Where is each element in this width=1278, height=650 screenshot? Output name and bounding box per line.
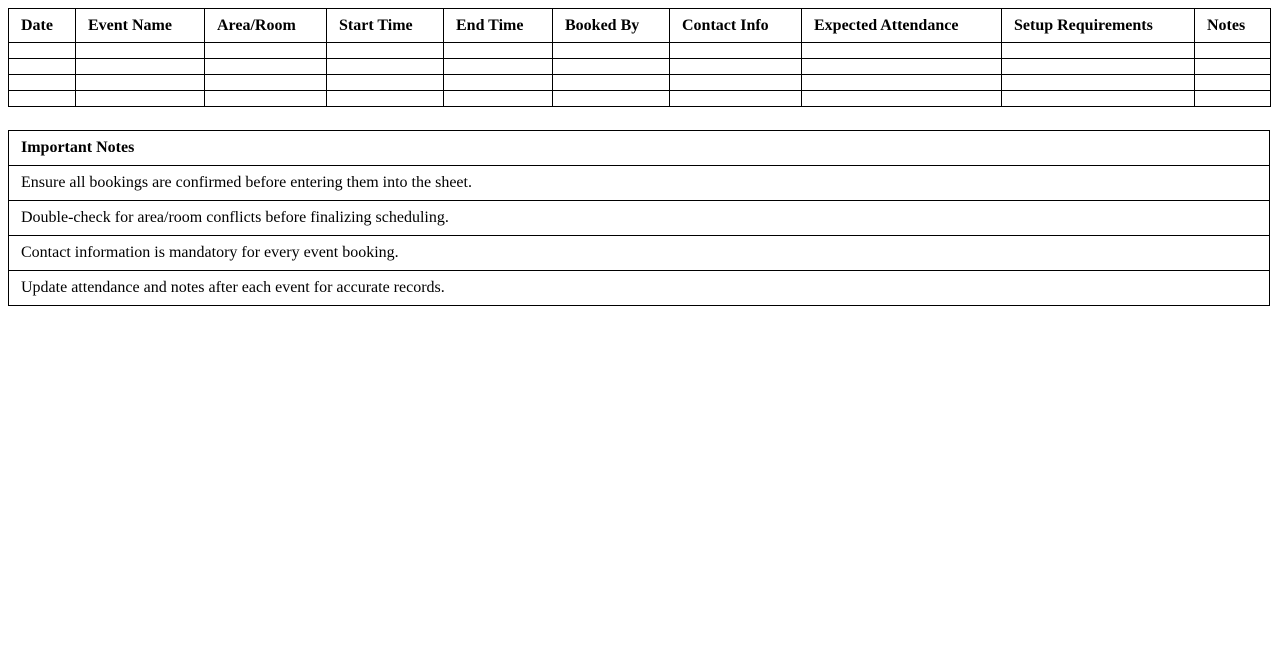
column-header-end-time: End Time: [444, 9, 553, 43]
table-cell[interactable]: [9, 91, 76, 107]
notes-title: Important Notes: [9, 131, 1270, 166]
table-cell[interactable]: [670, 75, 802, 91]
note-row: [9, 236, 1270, 271]
table-cell[interactable]: [327, 75, 444, 91]
column-header-contact-info: Contact Info: [670, 9, 802, 43]
table-cell[interactable]: [670, 91, 802, 107]
note-item: Update attendance and notes after each event for accurate records.: [9, 271, 1270, 306]
table-cell[interactable]: [1195, 91, 1271, 107]
notes-title-row: [9, 131, 1270, 166]
table-cell[interactable]: [802, 43, 1002, 59]
table-cell[interactable]: [802, 59, 1002, 75]
table-row: [9, 75, 1271, 91]
column-header-setup-requirements: Setup Requirements: [1002, 9, 1195, 43]
table-cell[interactable]: [76, 91, 205, 107]
table-cell[interactable]: [327, 91, 444, 107]
table-cell[interactable]: [76, 75, 205, 91]
table-cell[interactable]: [1002, 43, 1195, 59]
column-header-expected-attendance: Expected Attendance: [802, 9, 1002, 43]
table-row: [9, 59, 1271, 75]
table-cell[interactable]: [553, 91, 670, 107]
table-header-row: [9, 9, 1271, 43]
table-cell[interactable]: [1002, 59, 1195, 75]
table-cell[interactable]: [76, 43, 205, 59]
table-cell[interactable]: [327, 43, 444, 59]
table-cell[interactable]: [205, 91, 327, 107]
column-header-date: Date: [9, 9, 76, 43]
table-cell[interactable]: [444, 91, 553, 107]
note-row: [9, 271, 1270, 306]
table-cell[interactable]: [9, 59, 76, 75]
table-cell[interactable]: [205, 59, 327, 75]
note-item: Ensure all bookings are confirmed before entering them into the sheet.: [9, 166, 1270, 201]
table-row: [9, 91, 1271, 107]
table-cell[interactable]: [1195, 59, 1271, 75]
note-item: Double-check for area/room conflicts before finalizing scheduling.: [9, 201, 1270, 236]
table-cell[interactable]: [444, 59, 553, 75]
note-row: [9, 201, 1270, 236]
table-cell[interactable]: [553, 43, 670, 59]
important-notes-table: [8, 130, 1270, 306]
note-item: Contact information is mandatory for every event booking.: [9, 236, 1270, 271]
table-cell[interactable]: [670, 43, 802, 59]
table-cell[interactable]: [444, 75, 553, 91]
table-cell[interactable]: [553, 75, 670, 91]
table-cell[interactable]: [1195, 43, 1271, 59]
column-header-notes: Notes: [1195, 9, 1271, 43]
note-row: [9, 166, 1270, 201]
table-cell[interactable]: [205, 75, 327, 91]
table-cell[interactable]: [444, 43, 553, 59]
table-cell[interactable]: [76, 59, 205, 75]
column-header-booked-by: Booked By: [553, 9, 670, 43]
table-cell[interactable]: [9, 75, 76, 91]
table-cell[interactable]: [9, 43, 76, 59]
table-cell[interactable]: [1195, 75, 1271, 91]
table-cell[interactable]: [327, 59, 444, 75]
table-cell[interactable]: [1002, 75, 1195, 91]
table-cell[interactable]: [1002, 91, 1195, 107]
column-header-area-room: Area/Room: [205, 9, 327, 43]
table-cell[interactable]: [670, 59, 802, 75]
table-row: [9, 43, 1271, 59]
table-cell[interactable]: [802, 75, 1002, 91]
table-cell[interactable]: [553, 59, 670, 75]
booking-schedule-table: [8, 8, 1271, 107]
column-header-start-time: Start Time: [327, 9, 444, 43]
table-cell[interactable]: [802, 91, 1002, 107]
table-cell[interactable]: [205, 43, 327, 59]
column-header-event-name: Event Name: [76, 9, 205, 43]
